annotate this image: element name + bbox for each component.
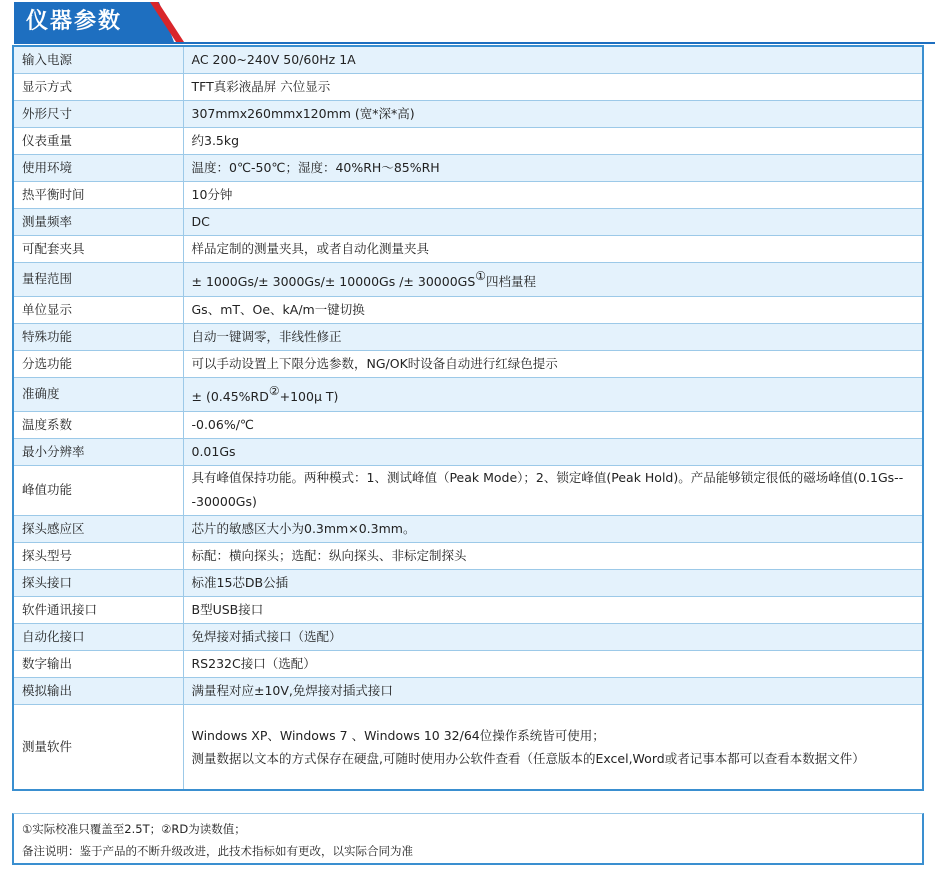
row-value: 免焊接对插式接口（选配）	[183, 623, 923, 650]
row-value	[183, 704, 923, 790]
row-label: 温度系数	[13, 411, 183, 438]
table-row	[13, 127, 923, 154]
row-label: 自动化接口	[13, 623, 183, 650]
table-row	[13, 73, 923, 100]
section-title: 仪器参数	[26, 9, 123, 34]
software-os-line: Windows XP、Windows 7 、Windows 10 32/64位操作系统皆可使用；	[191, 727, 605, 743]
accuracy-value-text: ± (0.45%RD	[191, 389, 269, 404]
row-value: 具有峰值保持功能。两种模式：1、测试峰值（Peak Mode）；2、锁定峰值(Peak Hold)。产品能够锁定很低的磁场峰值(0.1Gs---30000Gs)	[183, 465, 923, 515]
row-value: 温度：0℃-50℃；湿度：40%RH～85%RH	[183, 154, 923, 181]
table-row	[13, 181, 923, 208]
row-label: 分选功能	[13, 350, 183, 377]
accuracy-value-suffix: +100μ T)	[279, 389, 339, 404]
table-row	[13, 323, 923, 350]
table-row	[13, 438, 923, 465]
row-label: 外形尺寸	[13, 100, 183, 127]
row-label: 模拟输出	[13, 677, 183, 704]
row-value: 芯片的敏感区大小为0.3mm×0.3mm。	[183, 515, 923, 542]
table-row	[13, 623, 923, 650]
table-row	[13, 677, 923, 704]
table-row	[13, 569, 923, 596]
table-row	[13, 704, 923, 790]
software-storage-line: 测量数据以文本的方式保存在硬盘,可随时使用办公软件查看（任意版本的Excel,Word或者记事本都可以查看本数据文件）	[191, 750, 865, 766]
table-row	[13, 296, 923, 323]
table-row	[13, 46, 923, 73]
row-value: 约3.5kg	[183, 127, 923, 154]
footnote-line: ①实际校准只覆盖至2.5T；②RD为读数值；	[22, 822, 246, 836]
table-row	[13, 235, 923, 262]
row-value: 样品定制的测量夹具，或者自动化测量夹具	[183, 235, 923, 262]
table-row	[13, 542, 923, 569]
row-label: 数字输出	[13, 650, 183, 677]
row-label: 探头感应区	[13, 515, 183, 542]
table-row	[13, 350, 923, 377]
table-row	[13, 596, 923, 623]
row-label: 量程范围	[13, 262, 183, 296]
row-value: 0.01Gs	[183, 438, 923, 465]
footnote-mark-2: ②	[268, 384, 280, 398]
row-label: 仪表重量	[13, 127, 183, 154]
row-value: 标准15芯DB公插	[183, 569, 923, 596]
notes-box	[12, 813, 924, 865]
row-label: 软件通讯接口	[13, 596, 183, 623]
row-label: 特殊功能	[13, 323, 183, 350]
row-label: 准确度	[13, 377, 183, 411]
row-value: Gs、mT、Oe、kA/m一键切换	[183, 296, 923, 323]
row-value: 标配：横向探头；选配：纵向探头、非标定制探头	[183, 542, 923, 569]
row-value: DC	[183, 208, 923, 235]
row-label: 探头接口	[13, 569, 183, 596]
header-underline	[14, 42, 935, 44]
row-value: 10分钟	[183, 181, 923, 208]
table-row	[13, 411, 923, 438]
table-row	[13, 515, 923, 542]
row-value: B型USB接口	[183, 596, 923, 623]
row-label: 热平衡时间	[13, 181, 183, 208]
table-row	[13, 154, 923, 181]
row-label: 可配套夹具	[13, 235, 183, 262]
table-row	[13, 465, 923, 515]
row-label: 最小分辨率	[13, 438, 183, 465]
row-value: RS232C接口（选配）	[183, 650, 923, 677]
row-value: 自动一键调零，非线性修正	[183, 323, 923, 350]
row-label: 显示方式	[13, 73, 183, 100]
table-row	[13, 650, 923, 677]
section-header	[0, 0, 935, 44]
row-label: 单位显示	[13, 296, 183, 323]
footnote-mark-1: ①	[475, 269, 487, 283]
row-value: 可以手动设置上下限分选参数，NG/OK时设备自动进行红绿色提示	[183, 350, 923, 377]
table-row	[13, 208, 923, 235]
row-value: -0.06%/℃	[183, 411, 923, 438]
row-label: 输入电源	[13, 46, 183, 73]
row-label: 峰值功能	[13, 465, 183, 515]
row-value	[183, 377, 923, 411]
row-value: 307mmx260mmx120mm (宽*深*高)	[183, 100, 923, 127]
row-label: 测量频率	[13, 208, 183, 235]
table-row	[13, 377, 923, 411]
remark-line: 备注说明：鉴于产品的不断升级改进，此技术指标如有更改，以实际合同为准	[22, 844, 413, 858]
row-label: 使用环境	[13, 154, 183, 181]
row-label: 探头型号	[13, 542, 183, 569]
table-row	[13, 100, 923, 127]
range-value-text: ± 1000Gs/± 3000Gs/± 10000Gs /± 30000GS	[191, 274, 476, 289]
row-value: 满量程对应±10V,免焊接对插式接口	[183, 677, 923, 704]
table-row	[13, 262, 923, 296]
range-value-suffix: 四档量程	[486, 274, 537, 289]
spec-table	[12, 45, 924, 791]
row-label: 测量软件	[13, 704, 183, 790]
row-value: TFT真彩液晶屏 六位显示	[183, 73, 923, 100]
row-value: AC 200~240V 50/60Hz 1A	[183, 46, 923, 73]
row-value	[183, 262, 923, 296]
